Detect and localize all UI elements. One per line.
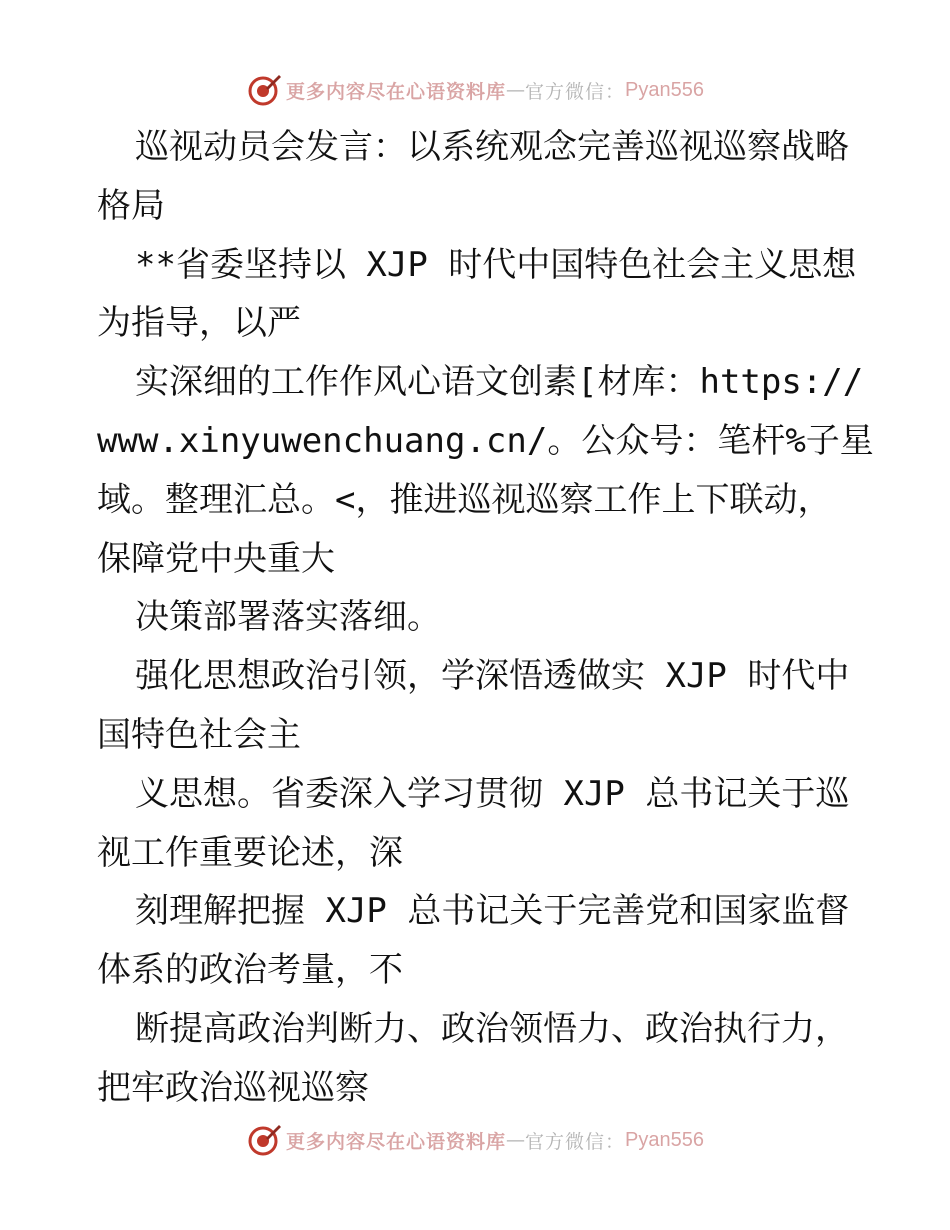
text-line: www.xinyuwenchuang.cn/。公众号：笔杆%子星 — [97, 420, 874, 461]
text-line: 保障党中央重大 — [97, 538, 335, 579]
banner-main-text: 更多内容尽在心语资料库 — [286, 80, 507, 103]
text-line: 义思想。省委深入学习贯彻 XJP 总书记关于巡 — [135, 773, 850, 814]
text-line: 把牢政治巡视巡察 — [97, 1067, 369, 1108]
header-banner — [0, 70, 950, 110]
text-line: 体系的政治考量，不 — [97, 950, 403, 991]
banner-wechat-id: Pyan556 — [625, 78, 704, 101]
text-line: 格局 — [97, 185, 165, 226]
text-line: 国特色社会主 — [97, 714, 301, 755]
banner-separator: — — [506, 1129, 526, 1151]
banner-main-text: 更多内容尽在心语资料库 — [286, 1130, 507, 1153]
banner-separator: — — [506, 79, 526, 101]
text-line: 刻理解把握 XJP 总书记关于完善党和国家监督 — [135, 891, 850, 932]
banner-wechat-id: Pyan556 — [625, 1128, 704, 1151]
text-line: 为指导，以严 — [97, 303, 301, 344]
text-line: 强化思想政治引领，学深悟透做实 XJP 时代中 — [135, 656, 850, 697]
text-line: **省委坚持以 XJP 时代中国特色社会主义思想 — [135, 244, 857, 285]
document-body — [97, 118, 874, 1118]
text-line: 决策部署落实落细。 — [135, 597, 441, 638]
brand-logo-icon — [246, 72, 282, 108]
banner-contact-label: 官方微信： — [525, 1130, 626, 1153]
text-line: 实深细的工作作风心语文创素[材库：https:// — [135, 362, 864, 403]
brand-logo-icon — [246, 1122, 282, 1158]
banner-contact-label: 官方微信： — [525, 80, 626, 103]
text-line: 视工作重要论述，深 — [97, 832, 403, 873]
text-line: 断提高政治判断力、政治领悟力、政治执行力， — [135, 1008, 849, 1049]
text-line: 域。整理汇总。<，推进巡视巡察工作上下联动， — [97, 479, 832, 520]
footer-banner — [0, 1120, 950, 1160]
text-line: 巡视动员会发言：以系统观念完善巡视巡察战略 — [135, 127, 849, 167]
